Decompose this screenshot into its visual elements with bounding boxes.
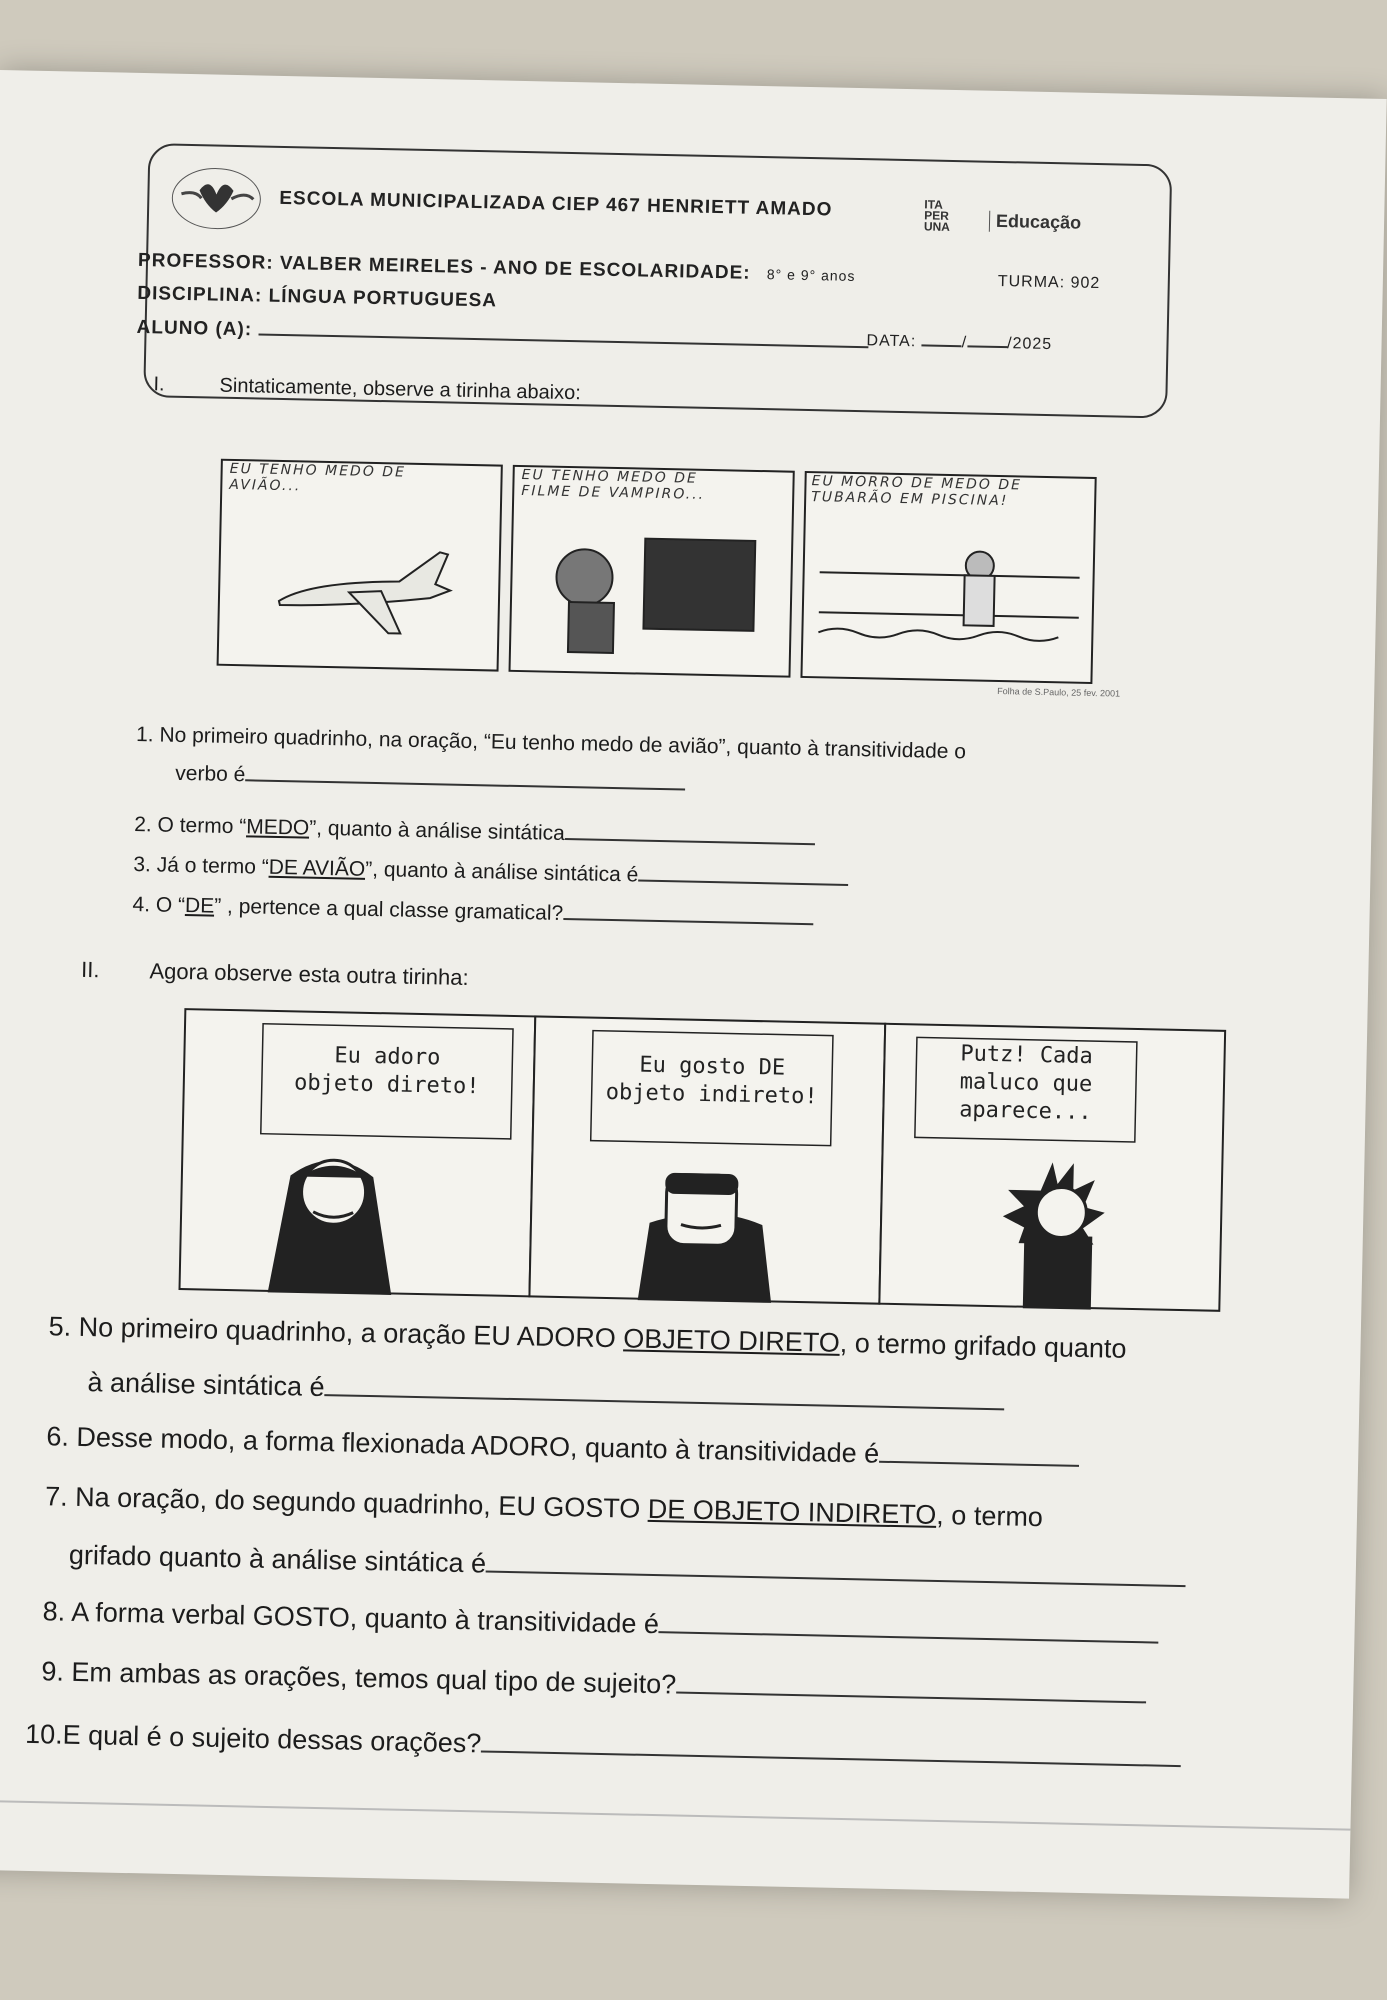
date-line: DATA: / /2025 bbox=[866, 332, 1053, 354]
date-day-field[interactable] bbox=[922, 344, 962, 347]
teacher-line: PROFESSOR: VALBER MEIRELES - ANO DE ESCOLARIDADE: 8° e 9° anos bbox=[137, 249, 856, 284]
answer-2-field[interactable] bbox=[565, 837, 815, 845]
answer-3-field[interactable] bbox=[638, 879, 848, 886]
worksheet-page bbox=[0, 70, 1387, 1899]
school-name: ESCOLA MUNICIPALIZADA CIEP 467 HENRIETT AMADO bbox=[279, 187, 833, 221]
strip1-text-2: EU TENHO MEDO DE FILME DE VAMPIRO... bbox=[521, 467, 706, 503]
question-3: 3. Já o termo “DE AVIÃO”, quanto à análise sintática é bbox=[133, 853, 848, 892]
answer-4-field[interactable] bbox=[563, 917, 813, 925]
question-1: 1. No primeiro quadrinho, na oração, “Eu tenho medo de avião”, quanto à transitividade o verbo é bbox=[135, 723, 966, 802]
strip2-bubble-3: Putz! Cada maluco que aparece... bbox=[958, 1041, 1094, 1126]
subject-line: DISCIPLINA: LÍNGUA PORTUGUESA bbox=[137, 282, 498, 312]
strip1-text-1: EU TENHO MEDO DE AVIÃO... bbox=[229, 460, 407, 495]
answer-7-field[interactable] bbox=[486, 1570, 1186, 1588]
strip2-bubble-2: Eu gosto DE objeto indireto! bbox=[605, 1052, 818, 1110]
question-8: 8. A forma verbal GOSTO, quanto à transitividade é bbox=[42, 1596, 1159, 1650]
question-10: 10.E qual é o sujeito dessas orações? bbox=[25, 1719, 1182, 1774]
grades: 8° e 9° anos bbox=[766, 266, 856, 284]
strip1-credit: Folha de S.Paulo, 25 fev. 2001 bbox=[997, 686, 1121, 699]
question-6: 6. Desse modo, a forma flexionada ADORO, quanto à transitividade é bbox=[46, 1421, 1079, 1474]
question-5-line-2: à análise sintática é bbox=[87, 1367, 1005, 1417]
answer-6-field[interactable] bbox=[879, 1460, 1079, 1467]
ita-logo: ITA PER UNA bbox=[923, 197, 951, 234]
question-4: 4. O “DE” , pertence a qual classe gramatical? bbox=[132, 893, 813, 931]
education-logo: Educação bbox=[989, 211, 1081, 234]
answer-5-field[interactable] bbox=[324, 1393, 1004, 1410]
question-7-line-2: grifado quanto à análise sintática é bbox=[69, 1540, 1187, 1594]
student-line: ALUNO (A): bbox=[136, 313, 868, 354]
answer-8-field[interactable] bbox=[659, 1630, 1159, 1643]
question-9: 9. Em ambas as orações, temos qual tipo de sujeito? bbox=[41, 1656, 1146, 1710]
school-logo bbox=[169, 164, 265, 234]
answer-9-field[interactable] bbox=[676, 1691, 1146, 1704]
answer-10-field[interactable] bbox=[481, 1749, 1181, 1767]
turma: TURMA: 902 bbox=[997, 272, 1101, 293]
page-divider bbox=[0, 1800, 1350, 1831]
student-name-field[interactable] bbox=[258, 315, 868, 348]
date-month-field[interactable] bbox=[967, 345, 1007, 348]
answer-1-field[interactable] bbox=[245, 778, 685, 790]
section-2-heading: II. Agora observe esta outra tirinha: bbox=[80, 956, 469, 991]
question-2: 2. O termo “MEDO”, quanto à análise sintática bbox=[134, 813, 815, 851]
section-1-heading: I. Sintaticamente, observe a tirinha abaixo: bbox=[153, 373, 582, 405]
strip2-bubble-1: Eu adoro objeto direto! bbox=[293, 1043, 480, 1100]
strip1-text-3: EU MORRO DE MEDO DE TUBARÃO EM PISCINA! bbox=[811, 473, 1023, 510]
question-7: 7. Na oração, do segundo quadrinho, EU GOSTO DE OBJETO INDIRETO, o termo bbox=[44, 1481, 1044, 1533]
question-5: 5. No primeiro quadrinho, a oração EU ADORO OBJETO DIRETO, o termo grifado quanto bbox=[48, 1311, 1127, 1364]
